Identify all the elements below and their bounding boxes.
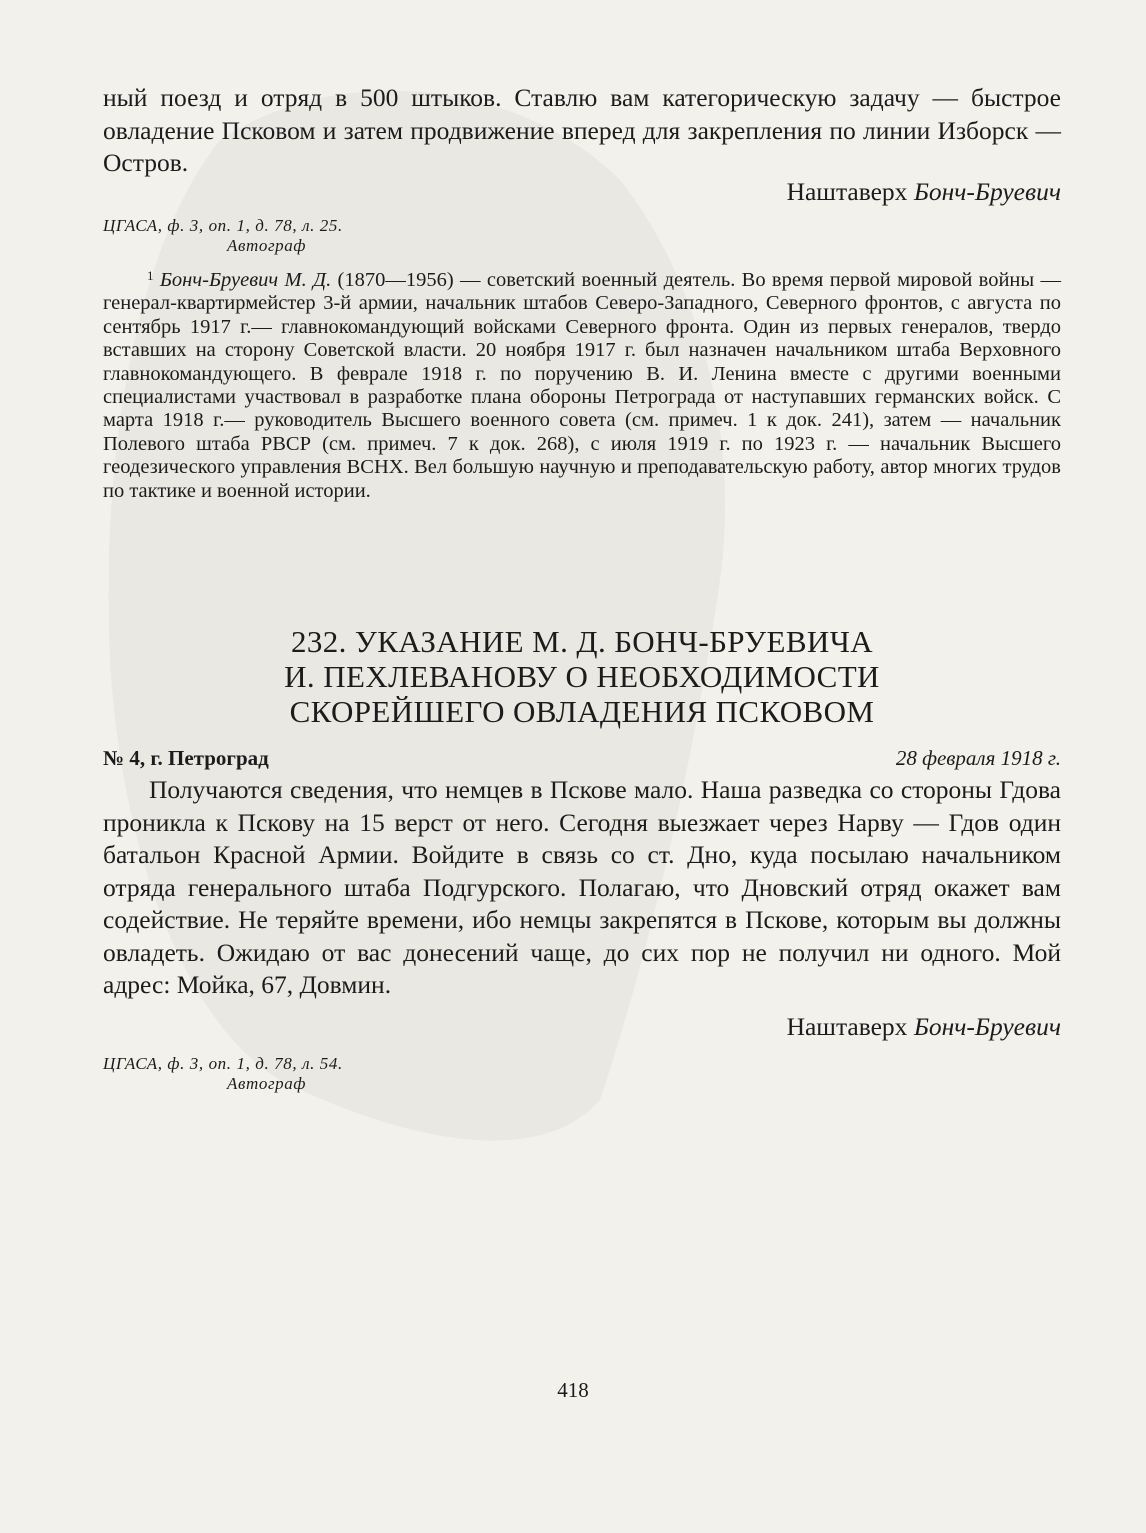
document-body-text: Получаются сведения, что немцев в Пскове мало. Наша разведка со стороны Гдова проникла к Пскову на 15 верст от него. Сегодня выезжает через Нарву — Гдов один батальон Красной Армии. Войдите в связь со ст. Дно, куда посылаю начальником отряда генерального штаба Подгурского. Полагаю, что Дновский отряд окажет вам содействие. Не теряйте времени, ибо немцы закрепятся в Пскове, которым вы должны овладеть. Ожидаю от вас донесений чаще, до сих пор не получил ни одного. Мой адрес: Мойка, 67, Довмин. [103, 775, 1061, 999]
document-source [103, 1054, 1061, 1094]
signature-name: Бонч-Бруевич [913, 1012, 1061, 1041]
document-signature [103, 1011, 1061, 1043]
previous-document-source [103, 216, 1061, 256]
page-number: 418 [557, 1378, 589, 1402]
document-number-place: № 4, г. Петроград [103, 746, 269, 770]
footnote-person-name: Бонч-Бруевич М. Д. [159, 269, 332, 291]
autograph-note: Автограф [227, 1074, 307, 1093]
archive-reference: ЦГАСА, ф. 3, оп. 1, д. 78, л. 25. [103, 216, 343, 235]
heading-line-3: СКОРЕЙШЕГО ОВЛАДЕНИЯ ПСКОВОМ [289, 694, 875, 729]
signature-name: Бонч-Бруевич [913, 177, 1061, 206]
autograph-note: Автограф [227, 236, 307, 255]
document-date: 28 февраля 1918 г. [895, 746, 1061, 770]
previous-document-ending [103, 82, 1061, 180]
footnote-text: (1870—1956) — советский военный деятель. Во время первой мировой войны — генерал-квартирмейстер 3-й армии, начальник штабов Северо-Западного, Северного фронтов, с августа по сентябрь 1917 г.— главнокомандующий войсками Северного фронта. Один из первых генералов, твердо вставших на сторону Советской власти. 20 ноября 1917 г. был назначен начальником штаба Верховного главнокомандующего. В феврале 1918 г. по поручению В. И. Ленина вместе с другими военными специалистами участвовал в разработке плана обороны Петрограда от наступавших германских войск. С марта 1918 г.— руководитель Высшего военного совета (см. примеч. 1 к док. 241), затем — начальник Полевого штаба РВСР (см. примеч. 7 к док. 268), с июля 1919 г. по 1923 г. — начальник Высшего геодезического управления ВСНХ. Вел большую научную и преподавательскую работу, автор многих трудов по тактике и военной истории. [103, 269, 1062, 502]
signature-title: Наштаверх [786, 177, 908, 206]
document-body [103, 774, 1061, 1002]
archive-reference: ЦГАСА, ф. 3, оп. 1, д. 78, л. 54. [103, 1054, 343, 1073]
footnote [103, 269, 1061, 503]
heading-line-1: 232. УКАЗАНИЕ М. Д. БОНЧ-БРУЕВИЧА [290, 624, 874, 659]
footnote-marker: 1 [147, 268, 154, 283]
dateline [103, 745, 1061, 771]
document-heading [103, 624, 1061, 729]
heading-line-2: И. ПЕХЛЕВАНОВУ О НЕОБХОДИМОСТИ [284, 659, 880, 694]
previous-document-paragraph: ный поезд и отряд в 500 штыков. Ставлю вам категорическую задачу — быстрое овладение Псковом и затем продвижение вперед для закрепления по линии Изборск — Остров. [103, 83, 1061, 177]
previous-document-signature [103, 176, 1061, 208]
signature-title: Наштаверх [786, 1012, 908, 1041]
